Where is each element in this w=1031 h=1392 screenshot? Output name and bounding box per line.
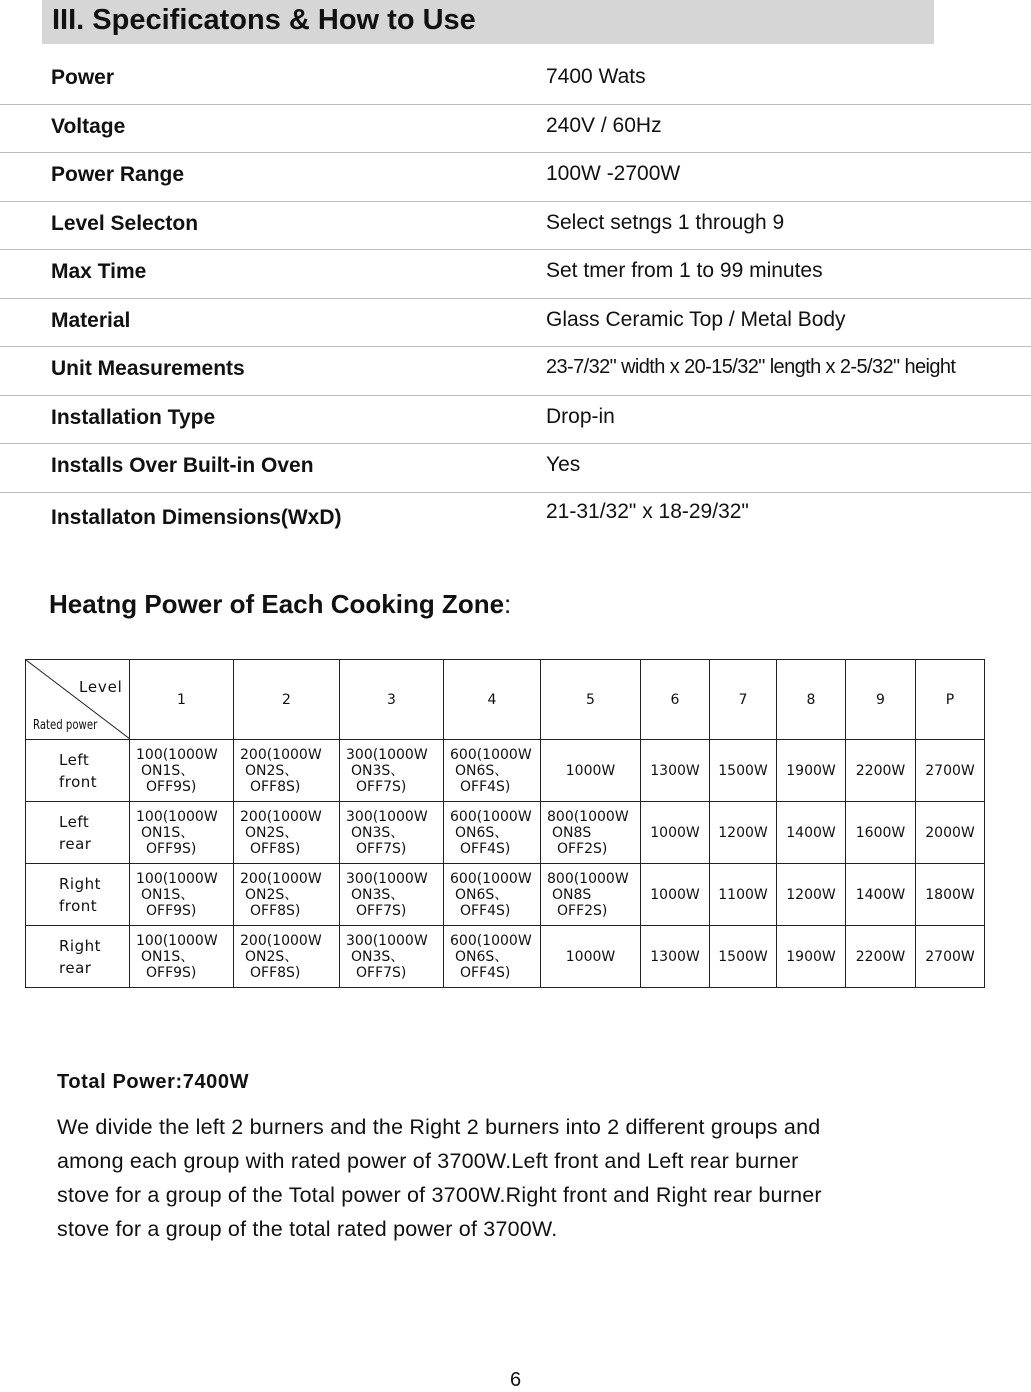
spec-row-installation-type	[0, 396, 1031, 445]
spec-row-level-selection	[0, 202, 1031, 251]
power-cycle-cell	[130, 802, 234, 864]
power-cycle-line: ON3S、	[351, 824, 405, 841]
corner-rated-power-label: Rated power	[33, 718, 98, 733]
power-cycle-line: 100(1000W	[136, 808, 218, 825]
power-value-cell: 1200W	[710, 802, 777, 864]
section-header	[42, 0, 934, 44]
power-cycle-line: OFF9S)	[146, 902, 197, 919]
power-cycle-cell	[234, 740, 340, 802]
power-cycle-line: 200(1000W	[240, 932, 322, 949]
power-cycle-line: ON6S、	[455, 886, 509, 903]
power-cycle-line: ON8S	[552, 824, 592, 841]
power-cycle-line: 100(1000W	[136, 870, 218, 887]
table-row	[26, 864, 985, 926]
zone-name-line: front	[59, 896, 98, 915]
zone-name-cell	[26, 864, 130, 926]
power-cycle-cell	[541, 864, 641, 926]
power-cycle-line: 600(1000W	[450, 932, 532, 949]
spec-value: 21-31/32" x 18-29/32"	[546, 499, 749, 523]
power-cycle-line: 100(1000W	[136, 932, 218, 949]
spec-row-voltage	[0, 105, 1031, 154]
power-cycle-cell	[234, 926, 340, 988]
total-power-description	[57, 1110, 997, 1246]
power-cycle-line: ON3S、	[351, 948, 405, 965]
power-cycle-cell	[234, 802, 340, 864]
power-cycle-line: OFF2S)	[557, 902, 608, 919]
section-title: III. Specificatons & How to Use	[52, 4, 476, 36]
power-cycle-line: ON1S、	[141, 824, 195, 841]
power-cycle-line: ON3S、	[351, 886, 405, 903]
spec-label: Power Range	[51, 163, 185, 186]
power-value-cell: 1100W	[710, 864, 777, 926]
power-cycle-line: 300(1000W	[346, 746, 428, 763]
description-line: among each group with rated power of 3700W.Left front and Left rear burner	[57, 1149, 799, 1173]
power-value-cell: 1000W	[641, 864, 710, 926]
power-cycle-cell	[444, 740, 541, 802]
power-cycle-line: ON3S、	[351, 762, 405, 779]
power-cycle-line: ON6S、	[455, 948, 509, 965]
level-header-cell: 7	[710, 660, 777, 740]
power-cycle-line: OFF8S)	[250, 840, 301, 857]
power-value-cell: 1900W	[777, 926, 846, 988]
spec-value: 23-7/32" width x 20-15/32" length x 2-5/32" height	[546, 356, 956, 378]
level-header-cell: 4	[444, 660, 541, 740]
power-cycle-line: OFF9S)	[146, 778, 197, 795]
power-table-body	[26, 660, 985, 988]
level-header-cell: 6	[641, 660, 710, 740]
specifications-table	[0, 56, 1031, 540]
spec-value: Glass Ceramic Top / Metal Body	[546, 307, 846, 331]
power-value-cell: 1200W	[777, 864, 846, 926]
power-cycle-line: 800(1000W	[547, 870, 629, 887]
zone-name-line: rear	[59, 958, 92, 977]
spec-row-material	[0, 299, 1031, 348]
power-cycle-line: 200(1000W	[240, 870, 322, 887]
spec-value: Drop-in	[546, 404, 615, 428]
spec-row-unit-measurements	[0, 347, 1031, 396]
power-cycle-line: 100(1000W	[136, 746, 218, 763]
power-value-cell: 1800W	[916, 864, 985, 926]
spec-label: Unit Measurements	[51, 357, 245, 380]
power-cycle-cell	[340, 740, 444, 802]
zone-name-line: front	[59, 772, 98, 791]
table-corner-cell	[26, 660, 130, 740]
spec-value: 240V / 60Hz	[546, 113, 662, 137]
zone-name-cell	[26, 926, 130, 988]
description-line: stove for a group of the Total power of 3700W.Right front and Right rear burner	[57, 1183, 822, 1207]
table-row	[26, 740, 985, 802]
spec-label: Max Time	[51, 260, 147, 283]
table-row	[26, 926, 985, 988]
power-value-cell: 2700W	[916, 740, 985, 802]
power-cycle-line: OFF4S)	[460, 964, 511, 981]
power-cycle-cell	[444, 926, 541, 988]
zone-name-line: Left	[59, 812, 90, 831]
spec-row-power-range	[0, 153, 1031, 202]
power-value-cell: 2000W	[916, 802, 985, 864]
spec-value: Set tmer from 1 to 99 minutes	[546, 259, 823, 282]
power-value-cell: 1400W	[777, 802, 846, 864]
spec-label: Power	[51, 66, 115, 89]
power-value-cell: 1000W	[541, 926, 641, 988]
power-cycle-line: 600(1000W	[450, 870, 532, 887]
power-cycle-line: OFF2S)	[557, 840, 608, 857]
power-cycle-cell	[340, 926, 444, 988]
power-cycle-line: OFF7S)	[356, 902, 407, 919]
power-value-cell: 2200W	[846, 740, 916, 802]
power-cycle-line: ON1S、	[141, 762, 195, 779]
power-cycle-line: OFF7S)	[356, 778, 407, 795]
spec-label: Installaton Dimensions(WxD)	[51, 505, 342, 529]
power-cycle-line: OFF9S)	[146, 964, 197, 981]
spec-label: Material	[51, 308, 131, 332]
corner-level-label: Level	[79, 678, 123, 696]
level-header-cell: 5	[541, 660, 641, 740]
spec-row-installs-over-oven	[0, 444, 1031, 493]
zone-title	[49, 589, 511, 620]
power-cycle-line: 200(1000W	[240, 746, 322, 763]
level-header-cell: 1	[130, 660, 234, 740]
power-value-cell: 1600W	[846, 802, 916, 864]
power-cycle-line: OFF9S)	[146, 840, 197, 857]
table-header-row	[26, 660, 985, 740]
power-cycle-line: ON1S、	[141, 886, 195, 903]
power-cycle-cell	[130, 926, 234, 988]
power-value-cell: 2700W	[916, 926, 985, 988]
table-row	[26, 802, 985, 864]
level-header-cell: 2	[234, 660, 340, 740]
power-cycle-line: 800(1000W	[547, 808, 629, 825]
power-cycle-line: ON8S	[552, 886, 592, 903]
power-cycle-cell	[130, 740, 234, 802]
power-cycle-line: OFF8S)	[250, 964, 301, 981]
power-cycle-line: OFF8S)	[250, 778, 301, 795]
level-header-cell: P	[916, 660, 985, 740]
power-cycle-line: ON1S、	[141, 948, 195, 965]
zone-name-cell	[26, 802, 130, 864]
power-cycle-line: OFF7S)	[356, 964, 407, 981]
power-cycle-line: OFF8S)	[250, 902, 301, 919]
power-value-cell: 1300W	[641, 740, 710, 802]
power-cycle-cell	[541, 802, 641, 864]
zone-title-colon: :	[504, 589, 512, 619]
power-cycle-cell	[444, 864, 541, 926]
power-value-cell: 1300W	[641, 926, 710, 988]
spec-row-power	[0, 56, 1031, 105]
power-cycle-line: ON2S、	[245, 948, 299, 965]
power-value-cell: 1400W	[846, 864, 916, 926]
spec-label: Installs Over Built-in Oven	[51, 454, 314, 477]
power-cycle-line: OFF4S)	[460, 840, 511, 857]
spec-row-max-time	[0, 250, 1031, 299]
power-value-cell: 1000W	[641, 802, 710, 864]
power-cycle-line: OFF4S)	[460, 902, 511, 919]
power-cycle-line: ON2S、	[245, 762, 299, 779]
power-cycle-line: 300(1000W	[346, 932, 428, 949]
zone-title-text: Heatng Power of Each Cooking Zone	[49, 589, 505, 619]
power-cycle-line: 600(1000W	[450, 808, 532, 825]
power-cycle-line: ON2S、	[245, 886, 299, 903]
heating-power-table	[25, 659, 985, 988]
power-cycle-line: ON2S、	[245, 824, 299, 841]
description-line: We divide the left 2 burners and the Right 2 burners into 2 different groups and	[57, 1115, 821, 1139]
level-header-cell: 3	[340, 660, 444, 740]
spec-value: 7400 Wats	[546, 65, 646, 88]
power-cycle-line: OFF7S)	[356, 840, 407, 857]
spec-row-installation-dimensions	[0, 493, 1031, 541]
power-cycle-line: OFF4S)	[460, 778, 511, 795]
zone-name-line: Right	[59, 936, 101, 955]
description-line: stove for a group of the total rated power of 3700W.	[57, 1217, 558, 1241]
level-header-cell: 8	[777, 660, 846, 740]
power-cycle-line: ON6S、	[455, 762, 509, 779]
power-value-cell: 2200W	[846, 926, 916, 988]
spec-value: Select setngs 1 through 9	[546, 210, 785, 234]
spec-value: 100W -2700W	[546, 162, 681, 185]
power-cycle-line: 600(1000W	[450, 746, 532, 763]
power-cycle-cell	[234, 864, 340, 926]
power-cycle-cell	[444, 802, 541, 864]
power-cycle-cell	[130, 864, 234, 926]
power-value-cell: 1500W	[710, 926, 777, 988]
page-number: 6	[509, 1369, 522, 1391]
spec-label: Voltage	[51, 114, 126, 138]
power-cycle-cell	[340, 802, 444, 864]
power-value-cell: 1000W	[541, 740, 641, 802]
zone-name-line: Right	[59, 874, 101, 893]
zone-name-line: rear	[59, 834, 92, 853]
zone-name-line: Left	[59, 750, 90, 769]
level-header-cell: 9	[846, 660, 916, 740]
power-value-cell: 1500W	[710, 740, 777, 802]
power-value-cell: 1900W	[777, 740, 846, 802]
power-cycle-line: 300(1000W	[346, 808, 428, 825]
zone-name-cell	[26, 740, 130, 802]
power-cycle-line: ON6S、	[455, 824, 509, 841]
spec-label: Installation Type	[51, 405, 216, 429]
total-power-heading: Total Power:7400W	[57, 1071, 250, 1093]
power-cycle-cell	[340, 864, 444, 926]
spec-label: Level Selecton	[51, 211, 199, 235]
spec-value: Yes	[546, 453, 581, 476]
power-cycle-line: 200(1000W	[240, 808, 322, 825]
power-cycle-line: 300(1000W	[346, 870, 428, 887]
